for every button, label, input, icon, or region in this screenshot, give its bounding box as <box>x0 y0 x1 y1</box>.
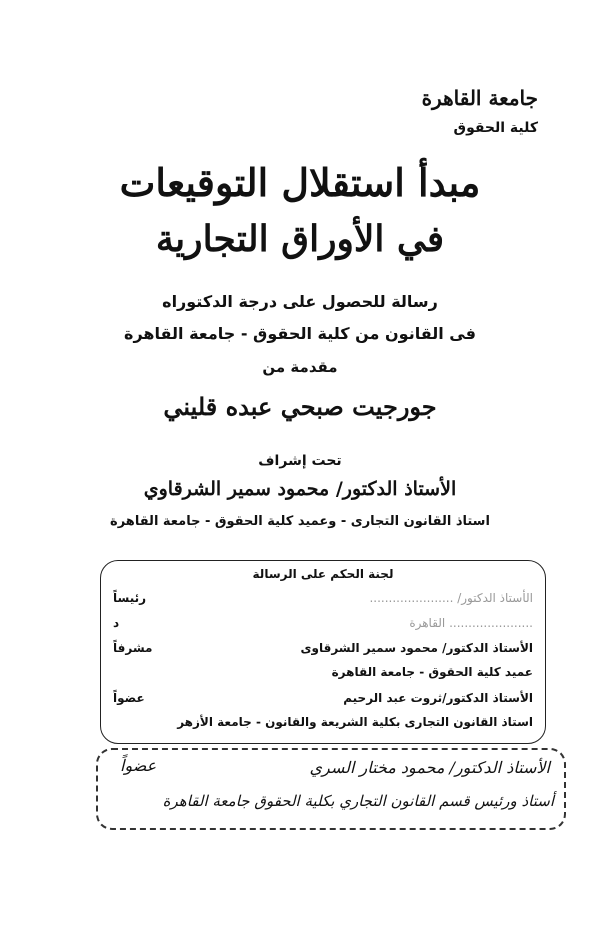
presented-by-label: مقدمة من <box>262 358 338 376</box>
thesis-field: فى القانون من كلية الحقوق - جامعة القاهرة <box>124 324 476 343</box>
handwritten-member-affiliation: أستاذ ورئيس قسم القانون التجاري بكلية الحقوق جامعة القاهرة <box>162 792 554 810</box>
member-1-affiliation-role: د <box>113 616 120 630</box>
handwritten-member-name: الأستاذ الدكتور/ محمود مختار السري <box>309 758 550 777</box>
member-3-role: عضواً <box>113 691 145 705</box>
university-name: جامعة القاهرة <box>421 86 538 110</box>
member-2-affiliation: عميد كلية الحقوق - جامعة القاهرة <box>331 665 533 679</box>
member-3-affiliation: استاذ القانون التجارى بكلية الشريعة والقانون - جامعة الأزهر <box>177 715 533 729</box>
member-1-affiliation: ...................... القاهرة <box>409 616 533 630</box>
committee-box <box>100 560 546 744</box>
thesis-purpose: رسالة للحصول على درجة الدكتوراه <box>162 292 438 311</box>
author-name: جورجيت صبحي عبده قليني <box>163 392 437 421</box>
member-1-role: رئيساً <box>113 591 147 605</box>
thesis-title-line2: في الأوراق التجارية <box>155 218 445 260</box>
member-1-name: الأستاذ الدكتور/ ...................... <box>369 591 533 605</box>
member-2-role: مشرفاً <box>113 641 153 655</box>
thesis-title-line1: مبدأ استقلال التوقيعات <box>119 160 481 205</box>
supervisor-title: استاذ القانون التجارى - وعميد كلية الحقوق - جامعة القاهرة <box>110 514 490 529</box>
committee-title: لجنة الحكم على الرسالة <box>252 567 394 581</box>
member-3-name: الأستاذ الدكتور/ثروت عبد الرحيم <box>343 691 533 705</box>
supervisor-name: الأستاذ الدكتور/ محمود سمير الشرقاوي <box>143 478 457 500</box>
handwritten-member-box <box>96 748 566 830</box>
supervision-label: تحت إشراف <box>258 453 342 469</box>
handwritten-member-role: عضواً <box>120 756 157 775</box>
member-2-name: الأستاذ الدكتور/ محمود سمير الشرقاوى <box>300 641 533 655</box>
faculty-name: كلية الحقوق <box>453 120 538 136</box>
